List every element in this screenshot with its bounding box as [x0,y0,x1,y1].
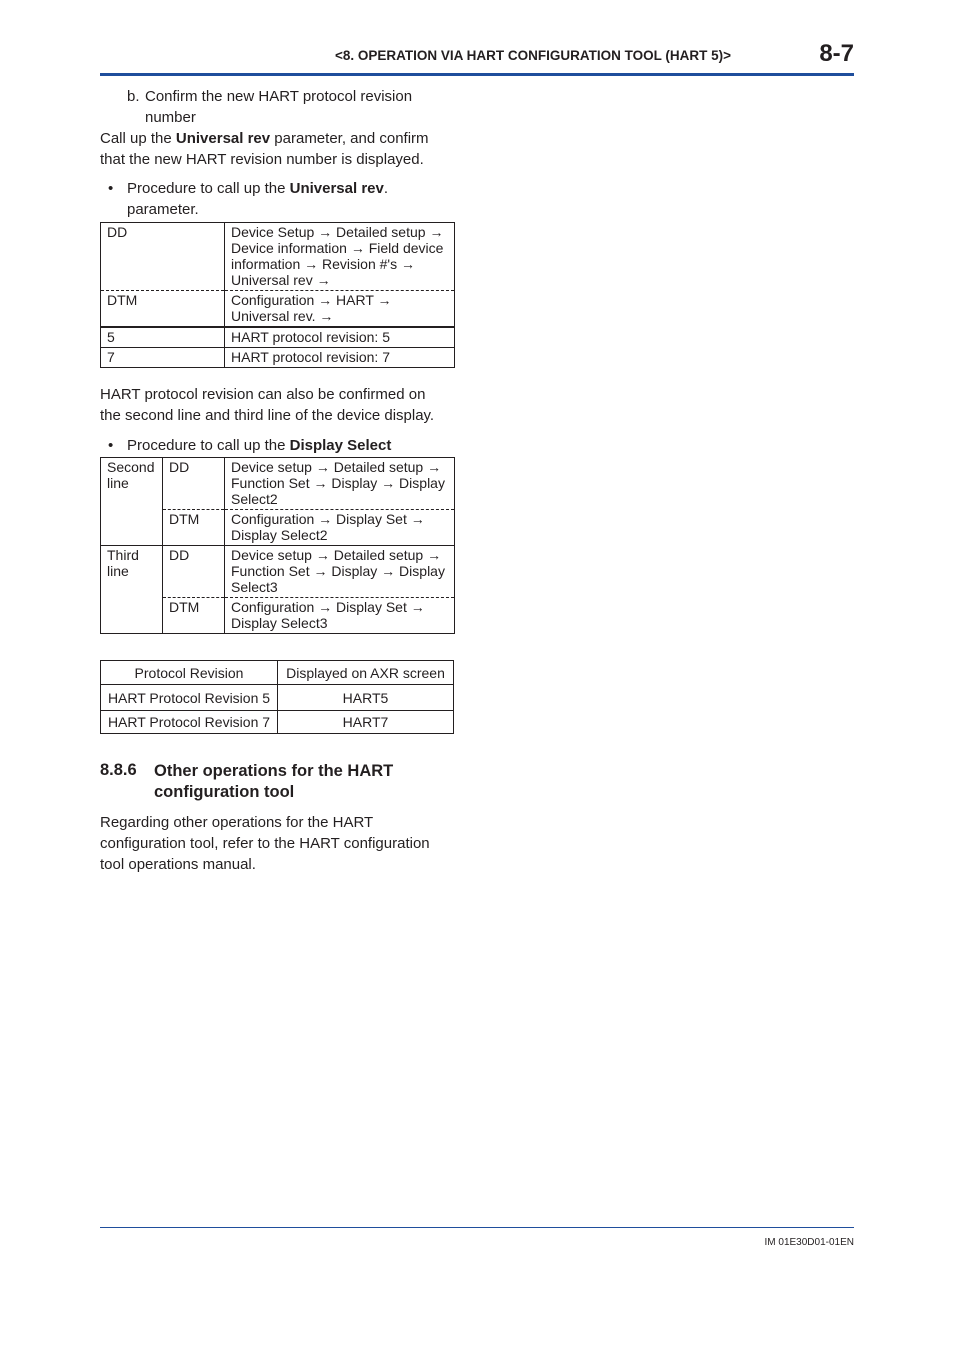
table-cell: Device setup → Detailed setup → Function Set → Display → Display Select3 [225,546,455,598]
table-cell: HART protocol revision: 7 [225,348,455,368]
table-cell: Configuration → HART → Universal rev. → [225,291,455,328]
section-title: Other operations for the HART configuration tool [154,762,394,801]
table-cell: 5 [101,327,225,348]
step-b-label: b. [127,88,140,105]
table-cell: DD [163,546,225,598]
chapter-title: <8. OPERATION VIA HART CONFIGURATION TOOL (HART 5)> [334,48,731,63]
table-cell: HART5 [278,685,454,711]
header-rule [100,73,854,76]
page-number: 8-7 [819,40,854,67]
table-cell: DTM [163,510,225,546]
universal-rev-table [100,222,455,368]
table-cell: HART protocol revision: 5 [225,327,455,348]
table-header-cell: Displayed on AXR screen [278,661,454,685]
paragraph-universal-rev: Call up the Universal rev parameter, and confirm that the new HART revision number is displayed. [100,130,429,168]
table-cell: Configuration → Display Set → Display Select2 [225,510,455,546]
table-cell: DTM [163,598,225,634]
table-cell: DD [163,458,225,510]
table-cell: Second line [101,458,163,546]
step-b-text: Confirm the new HART protocol revision number [145,88,413,126]
paragraph-display-lines: HART protocol revision can also be confirmed on the second line and third line of the device display. [100,386,435,424]
table-cell: DTM [101,291,225,328]
bullet-marker: • [108,437,114,454]
table-cell: HART Protocol Revision 5 [101,685,278,711]
table-cell: Device Setup → Detailed setup → Device information → Field device information → Revision #'s → Universal rev → [225,223,455,291]
table-cell: Third line [101,546,163,634]
table-cell: HART7 [278,711,454,734]
paragraph-other-operations: Regarding other operations for the HART configuration tool, refer to the HART configuration tool operations manual. [100,814,430,873]
protocol-revision-table [100,660,454,734]
document-code: IM 01E30D01-01EN [764,1237,854,1248]
table-cell: Configuration → Display Set → Display Select3 [225,598,455,634]
table-cell: DD [101,223,225,291]
section-number: 8.8.6 [100,761,137,779]
bullet-marker: • [108,180,114,197]
table-cell: HART Protocol Revision 7 [101,711,278,734]
footer-rule [100,1227,854,1228]
display-select-table [100,457,455,634]
bullet-display-select: Procedure to call up the Display Select [127,437,392,454]
table-header-cell: Protocol Revision [101,661,278,685]
bullet-universal-rev: Procedure to call up the Universal rev. parameter. [127,180,389,218]
universal-rev-term: Universal rev [175,130,271,147]
table-cell: 7 [101,348,225,368]
table-cell: Device setup → Detailed setup → Function Set → Display → Display Select2 [225,458,455,510]
